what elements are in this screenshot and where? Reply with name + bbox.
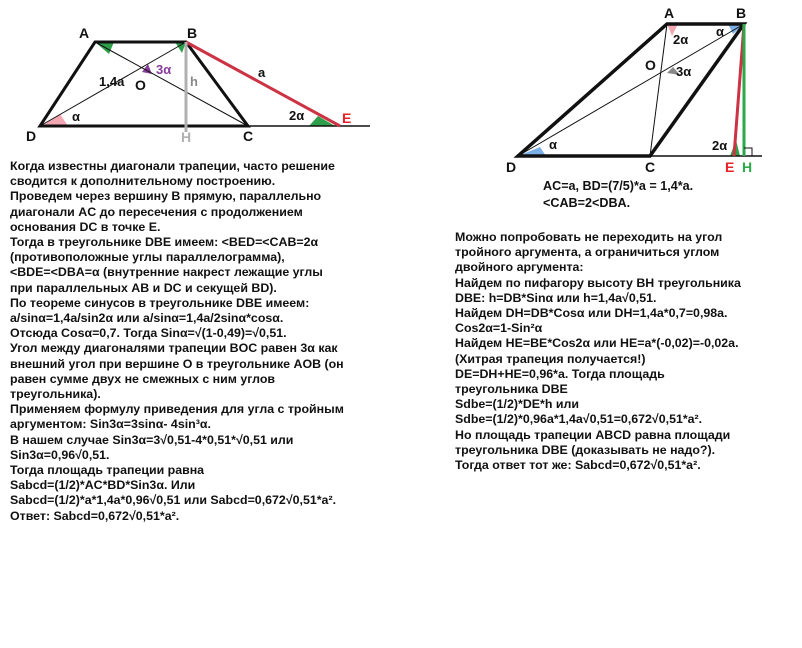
caption-line: AC=a, BD=(7/5)*a = 1,4*a. bbox=[543, 179, 694, 193]
text-line: DE=DH+HE=0,96*a. Тогда площадь bbox=[455, 366, 665, 381]
label-e: E bbox=[342, 110, 352, 126]
angle-d-label: α bbox=[549, 137, 557, 152]
angle-d-label: α bbox=[72, 109, 80, 124]
label-o: O bbox=[645, 57, 656, 73]
text-line: Sabcd=(1/2)*AC*BD*Sin3α. Или bbox=[10, 478, 196, 493]
text-line: треугольника DBE bbox=[455, 382, 568, 397]
angle-o-label: 3α bbox=[156, 62, 172, 77]
text-line: аргументом: Sin3α=3sinα- 4sin³α. bbox=[10, 417, 211, 432]
text-line: двойного аргумента: bbox=[455, 260, 584, 275]
text-line: Sdbe=(1/2)*0,96a*1,4a√0,51=0,672√0,51*a². bbox=[455, 412, 703, 427]
text-line: Применяем формулу приведения для угла с тройным bbox=[10, 402, 344, 417]
text-line: тройного аргумента, а ограничиться углом bbox=[455, 245, 720, 260]
label-b: B bbox=[736, 5, 747, 21]
text-line: Тогда в треугольнике DBE имеем: <BED=<CAB=2α bbox=[10, 235, 319, 250]
angle-b-label: α bbox=[716, 24, 724, 39]
text-line: Когда известны диагонали трапеции, часто решение bbox=[10, 159, 335, 173]
text-line: Но площадь трапеции ABCD равна площади bbox=[455, 427, 731, 442]
label-c: C bbox=[645, 159, 656, 175]
text-line: Sin3α=0,96√0,51. bbox=[10, 447, 110, 462]
text-line: диагонали AC до пересечения с продолжением bbox=[10, 204, 303, 219]
text-line: Отсюда Cosα=0,7. Тогда Sinα=√(1-0,49)=√0,51. bbox=[10, 326, 287, 341]
label-a: A bbox=[664, 5, 675, 21]
text-line: Ответ: Sabcd=0,672√0,51*a². bbox=[10, 508, 180, 523]
text-line: Sdbe=(1/2)*DE*h или bbox=[455, 397, 579, 412]
right-caption bbox=[543, 178, 693, 212]
label-e: E bbox=[725, 159, 735, 175]
text-line: По теореме синусов в треугольнике DBE имеем: bbox=[10, 295, 310, 310]
label-d: D bbox=[26, 128, 37, 144]
left-figure bbox=[0, 0, 380, 150]
text-line: основания DC в точке E. bbox=[10, 219, 161, 234]
text-line: Угол между диагоналями трапеции BOC равен 3α как bbox=[10, 341, 338, 356]
text-line: Найдем по пифагору высоту BH треугольника bbox=[455, 275, 741, 290]
text-line: Найдем HE=BE*Cos2α или HE=a*(-0,02)=-0,02a. bbox=[455, 336, 739, 351]
text-line: треугольника). bbox=[10, 387, 101, 402]
text-line: В нашем случае Sin3α=3√0,51-4*0,51*√0,51 или bbox=[10, 432, 294, 447]
label-b: B bbox=[187, 25, 198, 41]
text-line: (Хитрая трапеция получается!) bbox=[455, 351, 646, 366]
label-h: H bbox=[181, 129, 192, 145]
right-solution-text bbox=[455, 230, 741, 473]
text-line: треугольника DBE (доказывать не надо?). bbox=[455, 442, 716, 457]
height-label: h bbox=[190, 74, 198, 89]
label-o: O bbox=[135, 77, 146, 93]
text-line: a/sinα=1,4a/sin2α или a/sinα=1,4a/2sinα*cosα. bbox=[10, 311, 284, 326]
angle-e-label: 2α bbox=[712, 138, 728, 153]
text-line: Тогда площадь трапеции равна bbox=[10, 463, 205, 478]
angle-o-label: 3α bbox=[676, 64, 692, 79]
text-line: Cos2α=1-Sin²α bbox=[455, 321, 543, 336]
left-solution-text bbox=[10, 159, 344, 524]
text-line: Проведем через вершину B прямую, параллельно bbox=[10, 189, 322, 204]
segment-a-label: a bbox=[258, 65, 266, 80]
text-line: (противоположные углы параллелограмма), bbox=[10, 250, 285, 265]
text-line: Тогда ответ тот же: Sabcd=0,672√0,51*a². bbox=[455, 458, 701, 473]
text-line: Найдем DH=DB*Cosα или DH=1,4a*0,7=0,98a. bbox=[455, 306, 728, 321]
text-line: Sabcd=(1/2)*a*1,4a*0,96√0,51 или Sabcd=0,672√0,51*a². bbox=[10, 493, 337, 508]
label-d: D bbox=[506, 159, 517, 175]
left-figure-svg bbox=[0, 0, 380, 150]
angle-a-label: 2α bbox=[673, 32, 689, 47]
segment-be bbox=[186, 42, 340, 126]
angle-e-label: 2α bbox=[289, 108, 305, 123]
right-figure bbox=[500, 0, 800, 180]
text-line: сводится к дополнительному построению. bbox=[10, 174, 276, 189]
text-line: при параллельных AB и DC и секущей BD). bbox=[10, 280, 277, 295]
label-c: C bbox=[243, 128, 254, 144]
text-line: равен сумме двух не смежных с ним углов bbox=[10, 371, 276, 386]
text-line: внешний угол при вершине O в треугольнике AOB (он bbox=[10, 356, 344, 371]
right-figure-svg bbox=[500, 0, 800, 180]
label-h: H bbox=[742, 159, 753, 175]
text-line: <BDE=<DBA=α (внутренние накрест лежащие углы bbox=[10, 265, 323, 280]
caption-line: <CAB=2<DBA. bbox=[543, 196, 631, 210]
label-a: A bbox=[79, 25, 90, 41]
text-line: Можно попробовать не переходить на угол bbox=[455, 230, 723, 244]
text-line: DBE: h=DB*Sinα или h=1,4a√0,51. bbox=[455, 290, 657, 305]
segment-ao-label: 1,4a bbox=[99, 74, 125, 89]
